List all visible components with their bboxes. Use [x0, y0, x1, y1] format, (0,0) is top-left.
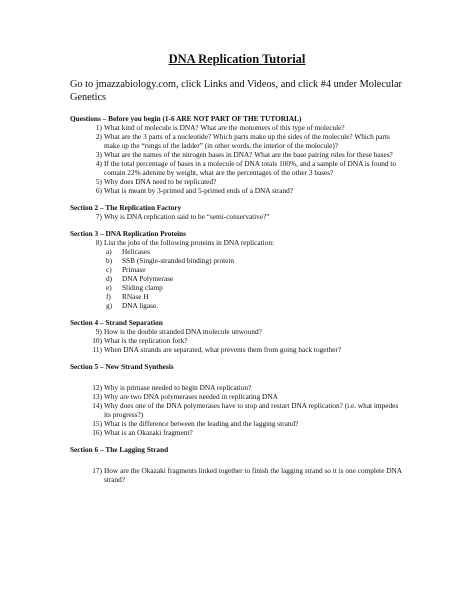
question-3 [70, 150, 404, 159]
section-4-heading: Section 4 – Strand Separation [70, 318, 163, 327]
section-before-questions [70, 123, 404, 195]
intro-text: Go to jmazzabiology.com, click Links and Videos, and click #4 under Molecular Genetics [70, 79, 402, 103]
item-letter: g) [106, 301, 113, 310]
question-7 [70, 212, 404, 221]
question-8 [70, 238, 404, 247]
question-number: 16) [92, 428, 102, 437]
question-5 [70, 177, 404, 186]
question-number: 9) [95, 327, 102, 336]
item-text: Sliding clamp [122, 283, 163, 292]
question-number: 15) [92, 419, 102, 428]
question-text: How are the Okazaki fragments linked together to finish the lagging strand so it is one complete DNA strand? [104, 466, 402, 484]
question-4 [70, 159, 404, 177]
item-text: Helicases [122, 247, 150, 256]
item-text: SSB (Single-stranded binding) protein [122, 256, 235, 265]
question-1 [70, 123, 404, 132]
question-11 [70, 345, 404, 354]
item-letter: a) [106, 247, 112, 256]
question-text: What are the 3 parts of a nucleotide? Which parts make up the sides of the molecule? Which parts make up the “rungs of the ladder” (in other words, the interior of the molecule)? [104, 132, 390, 150]
list-item [70, 292, 404, 301]
question-number: 17) [92, 466, 102, 475]
question-17 [70, 466, 404, 484]
question-text: What is the difference between the leading and the lagging strand? [104, 419, 299, 428]
question-text: If the total percentage of bases in a molecule of DNA totals 100%, and a sample of DNA is found to contain 22% adenine by weight, what are the percentages of the other 3 bases? [104, 159, 396, 177]
question-number: 4) [95, 159, 102, 168]
section-2-heading: Section 2 – The Replication Factory [70, 203, 182, 212]
question-13 [70, 392, 404, 401]
item-letter: e) [106, 283, 112, 292]
question-number: 11) [92, 345, 102, 354]
item-letter: d) [106, 274, 113, 283]
item-letter: f) [106, 292, 111, 301]
list-item [70, 256, 404, 265]
page-title: DNA Replication Tutorial [168, 52, 306, 66]
section-5-heading: Section 5 – New Strand Synthesis [70, 362, 174, 371]
question-12 [70, 383, 404, 392]
question-number: 14) [92, 401, 102, 410]
item-text: RNase H [122, 292, 149, 301]
question-text: Why does DNA need to be replicated? [104, 177, 217, 186]
question-2 [70, 132, 404, 150]
question-10 [70, 336, 404, 345]
question-text: List the jobs of the following proteins in DNA replication: [104, 238, 275, 247]
item-text: DNA Polymerase [122, 274, 174, 283]
section-3-heading: Section 3 – DNA Replication Proteins [70, 229, 187, 238]
question-14 [70, 401, 404, 419]
question-15 [70, 419, 404, 428]
question-text: Why does one of the DNA polymerases have to stop and restart DNA replication? (i.e. what impedes its progress?) [104, 401, 399, 419]
section-before-heading: Questions – Before you begin (1-6 ARE NOT PART OF THE TUTORIAL) [70, 114, 302, 123]
question-text: What are the names of the nitrogen bases in DNA? What are the base pairing rules for these bases? [104, 150, 393, 159]
question-text: Why is DNA replication said to be “semi-conservative?” [104, 212, 270, 221]
question-16 [70, 428, 404, 437]
question-number: 2) [95, 132, 102, 141]
list-item [70, 265, 404, 274]
item-letter: c) [106, 265, 112, 274]
question-number: 13) [92, 392, 102, 401]
question-6 [70, 186, 404, 195]
question-number: 1) [95, 123, 102, 132]
question-number: 10) [92, 336, 102, 345]
question-text: What is the replication fork? [104, 336, 188, 345]
question-text: What is an Okazaki fragment? [104, 428, 193, 437]
list-item [70, 301, 404, 310]
question-text: What is meant by 3-primed and 5-primed ends of a DNA strand? [104, 186, 294, 195]
question-text: What kind of molecule is DNA? What are the monomers of this type of molecule? [104, 123, 345, 132]
item-letter: b) [106, 256, 113, 265]
question-text: How is the double stranded DNA molecule unwound? [104, 327, 262, 336]
list-item [70, 274, 404, 283]
item-text: DNA ligase. [122, 301, 159, 310]
protein-list [70, 247, 404, 310]
question-number: 6) [95, 186, 102, 195]
question-text: Why is primase needed to begin DNA replication? [104, 383, 252, 392]
question-text: When DNA strands are separated, what prevents them from going back together? [104, 345, 342, 354]
question-number: 5) [95, 177, 102, 186]
question-9 [70, 327, 404, 336]
question-number: 8) [95, 238, 102, 247]
item-text: Primase [122, 265, 146, 274]
list-item [70, 283, 404, 292]
list-item [70, 247, 404, 256]
section-6-heading: Section 6 – The Lagging Strand [70, 445, 169, 454]
question-number: 3) [95, 150, 102, 159]
question-text: Why are two DNA polymerases needed in replicating DNA [104, 392, 278, 401]
question-number: 12) [92, 383, 102, 392]
question-number: 7) [95, 212, 102, 221]
